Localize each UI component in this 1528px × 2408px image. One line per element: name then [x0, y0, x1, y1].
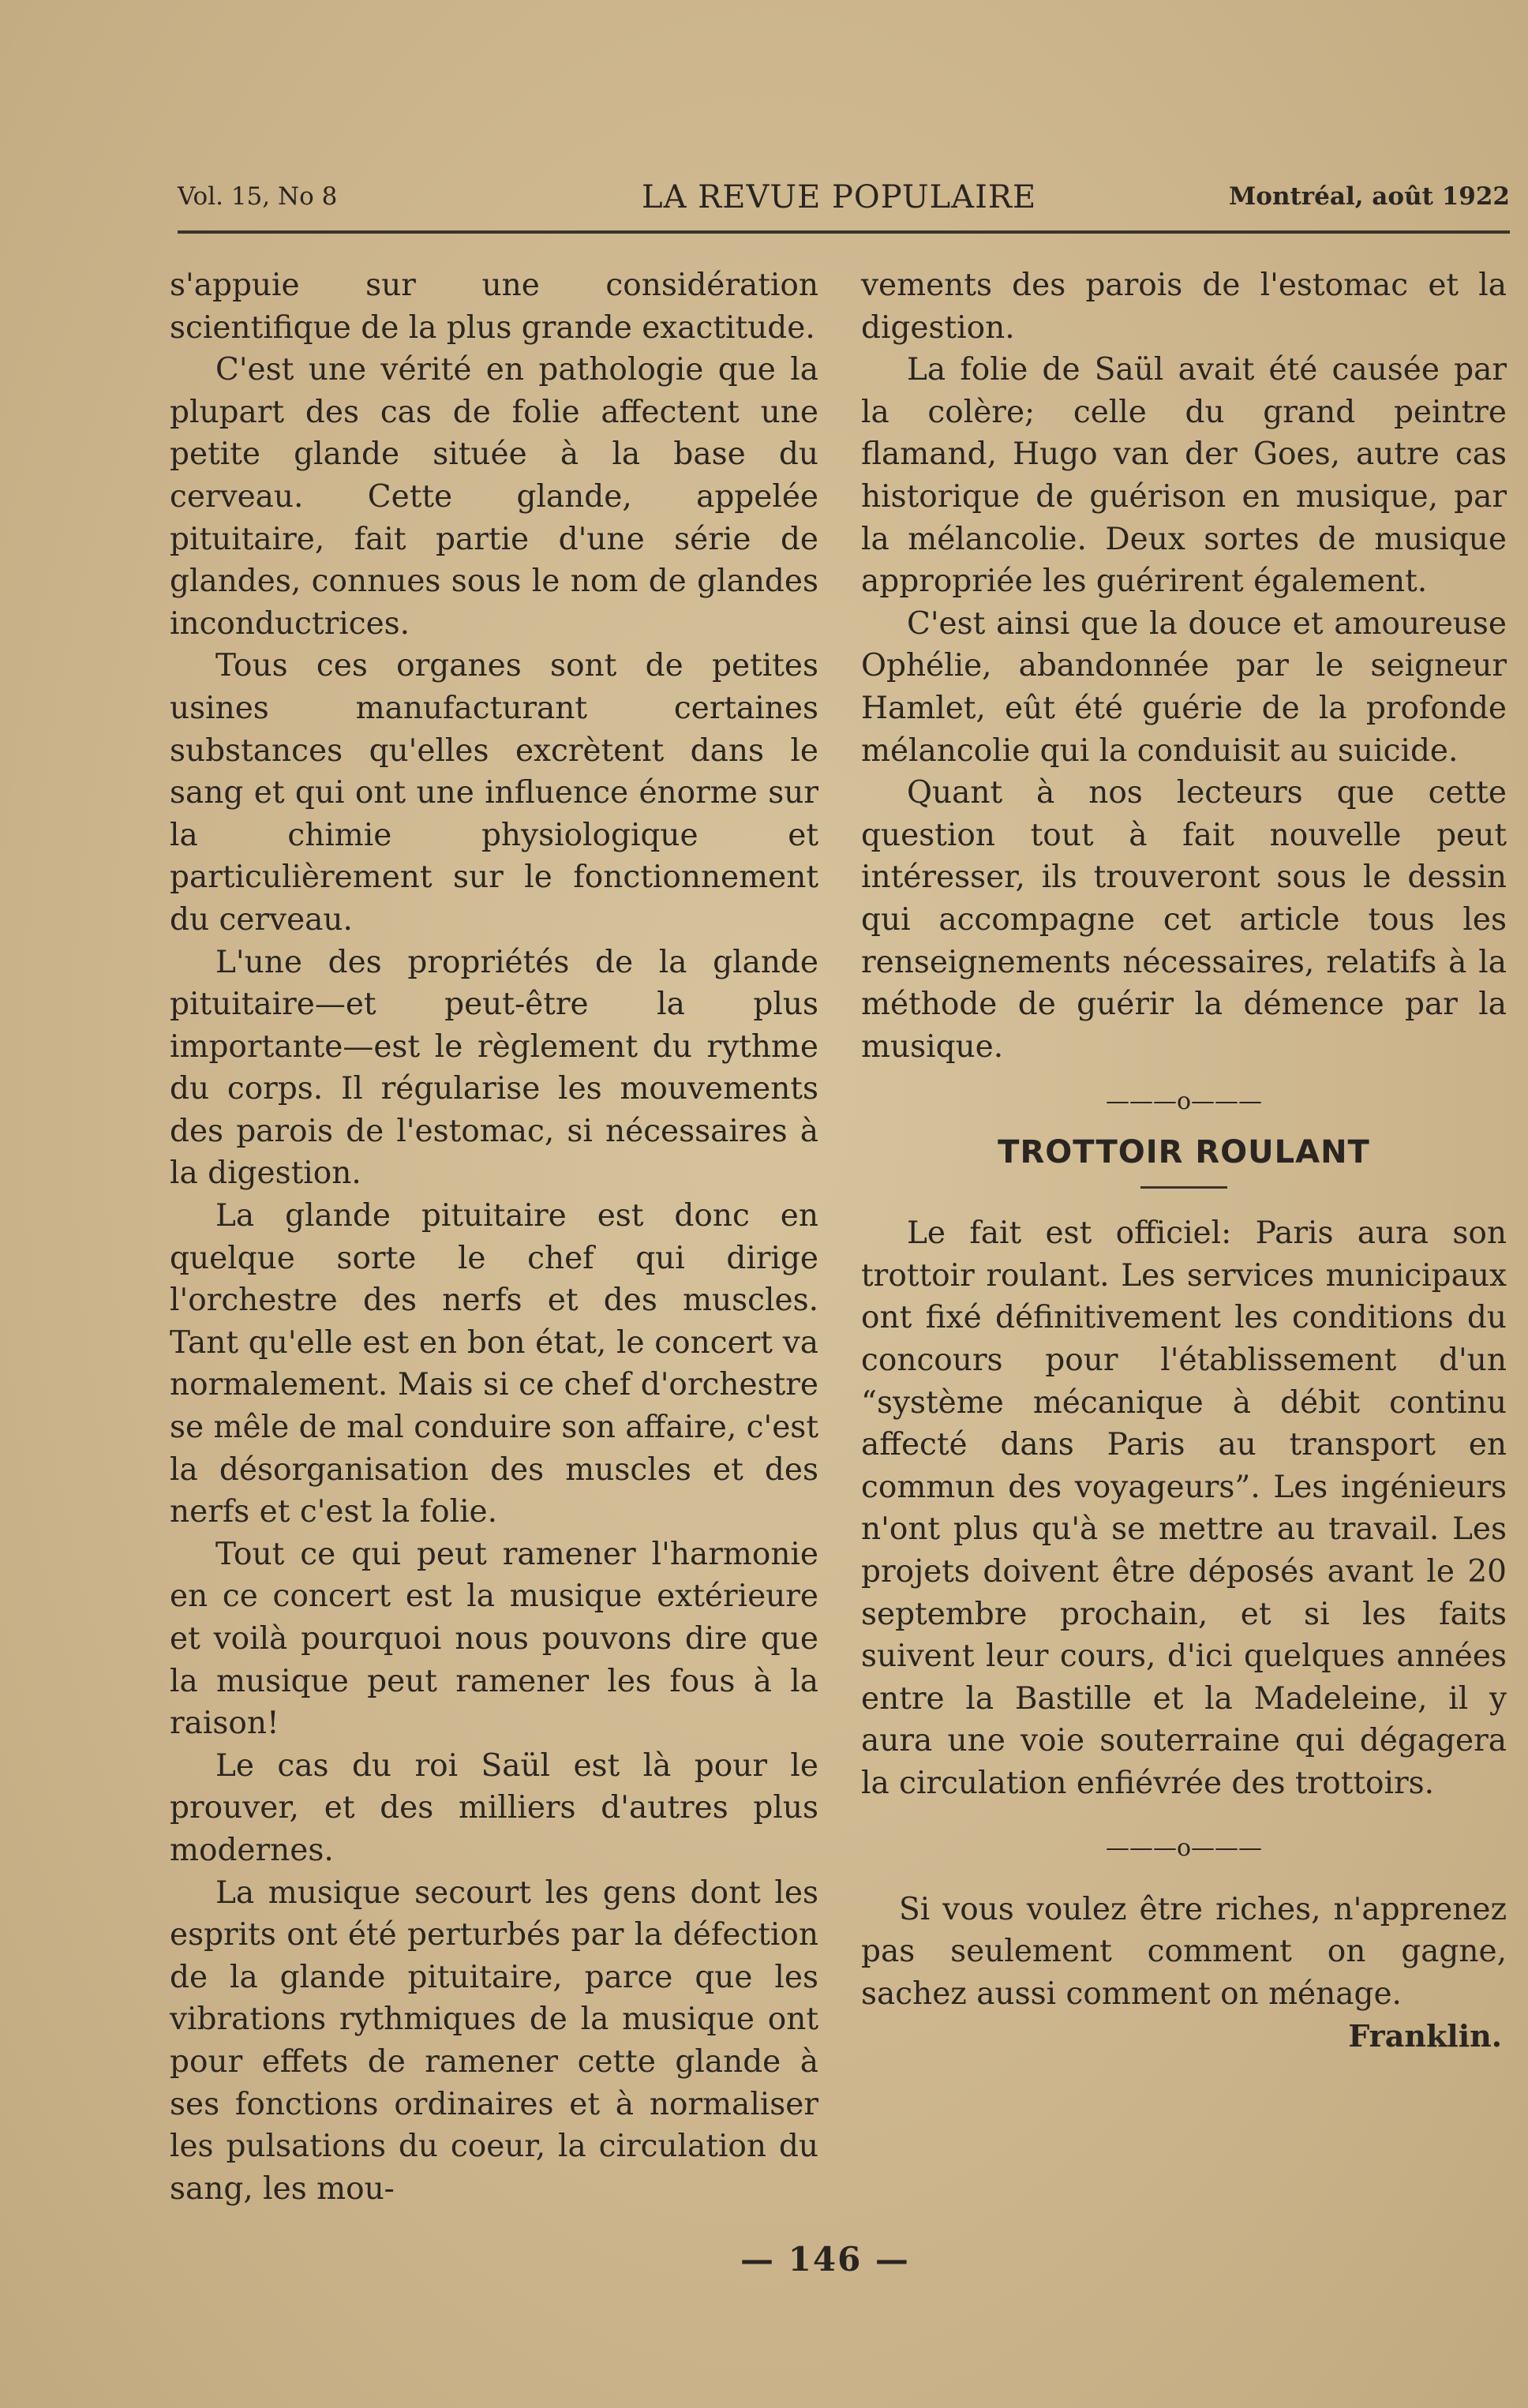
header-rule: [178, 230, 1510, 234]
publication-title: LA REVUE POPULAIRE: [642, 179, 1037, 215]
page-number: — 146 —: [740, 2240, 910, 2279]
page-header: [178, 178, 1510, 217]
section-separator: ———o———: [1105, 1088, 1263, 1116]
paragraph: Tout ce qui peut ramener l'harmonie en ce concert est la musique extérieure et voilà pourquoi nous pouvons dire que la musique peut ramener les fous à la raison!: [170, 1536, 818, 1742]
title-underline: [1140, 1186, 1227, 1189]
right-column: [861, 264, 1507, 2058]
section-separator: ———o———: [1105, 1833, 1263, 1862]
paragraph: La musique secourt les gens dont les esprits ont été perturbés par la défection de la glande pituitaire, parce que les vibrations rythmiques de la musique ont pour effets de ramener cette glande à ses fonctions ordinaires et à normaliser les pulsations du coeur, la circulation du sang, les mou-: [170, 1874, 818, 2207]
paragraph: Tous ces organes sont de petites usines manufacturant certaines substances qu'elles excrètent dans le sang et qui ont une influence énorme sur la chimie physiologique et particulièrement sur le fonctionnement du cerveau.: [170, 648, 818, 938]
quote-text: Si vous voulez être riches, n'apprenez pas seulement comment on gagne, sachez aussi comment on ménage.: [861, 1891, 1507, 2012]
paragraph: La glande pituitaire est donc en quelque sorte le chef qui dirige l'orchestre des nerfs et des muscles. Tant qu'elle est en bon état, le concert va normalement. Mais si ce chef d'orchestre se mêle de mal conduire son affaire, c'est la désorganisation des muscles et des nerfs et c'est la folie.: [170, 1198, 818, 1530]
issue-date: Montréal, août 1922: [1228, 182, 1510, 211]
section-title: TROTTOIR ROULANT: [998, 1134, 1370, 1171]
paragraph: C'est une vérité en pathologie que la plupart des cas de folie affectent une petite glande située à la base du cerveau. Cette glande, appelée pituitaire, fait partie d'une série de glandes, connues sous le nom de glandes inconductrices.: [170, 352, 818, 642]
paragraph: Quant à nos lecteurs que cette question tout à fait nouvelle peut intéresser, ils trouveront sous le dessin qui accompagne cet article tous les renseignements nécessaires, relatifs à la méthode de guérir la démence par la musique.: [861, 775, 1507, 1065]
quote-block: [861, 1889, 1507, 2016]
paragraph: Le fait est officiel: Paris aura son trottoir roulant. Les services municipaux ont fixé définitivement les conditions du concours pour l'établissement d'un “système mécanique à débit continu affecté dans Paris au transport en commun des voyageurs”. Les ingénieurs n'ont plus qu'à se mettre au travail. Les projets doivent être déposés avant le 20 septembre prochain, et si les faits suivent leur cours, d'ici quelques années entre la Bastille et la Madeleine, il y aura une voie souterraine qui dégagera la circulation enfiévrée des trottoirs.: [861, 1215, 1507, 1801]
paragraph: C'est ainsi que la douce et amoureuse Ophélie, abandonnée par le seigneur Hamlet, eût été guérie de la profonde mélancolie qui la conduisit au suicide.: [861, 605, 1507, 769]
left-column: [170, 264, 818, 2210]
paragraph: Le cas du roi Saül est là pour le prouver, et des milliers d'autres plus modernes.: [170, 1747, 818, 1868]
paragraph: vements des parois de l'estomac et la digestion.: [861, 268, 1507, 346]
paragraph: La folie de Saül avait été causée par la colère; celle du grand peintre flamand, Hugo van der Goes, autre cas historique de guérison en musique, par la mélancolie. Deux sortes de musique appropriée les guérirent également.: [861, 352, 1507, 600]
quote-author: Franklin.: [1348, 2018, 1502, 2054]
paragraph: L'une des propriétés de la glande pituitaire—et peut-être la plus importante—est le règlement du rythme du corps. Il régularise les mouvements des parois de l'estomac, si nécessaires à la digestion.: [170, 944, 818, 1192]
paragraph: s'appuie sur une considération scientifique de la plus grande exactitude.: [170, 268, 818, 346]
volume-number: Vol. 15, No 8: [178, 182, 338, 211]
